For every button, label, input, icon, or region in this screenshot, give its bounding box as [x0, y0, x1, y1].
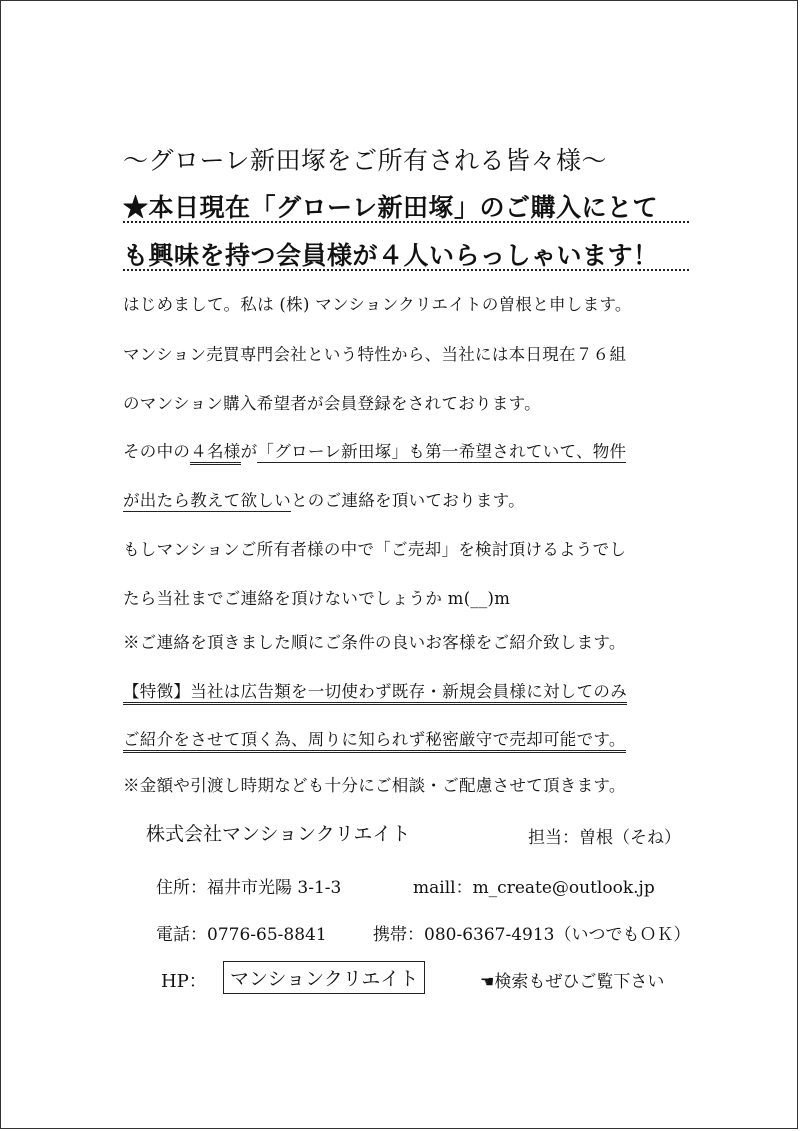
feature-line-2: [123, 726, 626, 750]
search-note-text: 検索もぜひご覧下さい: [494, 972, 665, 992]
address: 住所：福井市光陽 3-1-3: [156, 878, 342, 898]
pointing-hand-icon: ☚: [480, 972, 495, 991]
phone: 電話：0776-65-8841: [156, 925, 327, 945]
hp-search-box: マンションクリエイト: [223, 961, 425, 994]
headline-line-1: ★本日現在「グローレ新田塚」のご購入にとて: [123, 193, 659, 222]
paragraph-line: マンション売買専門会社という特性から、当社には本日現在７６組: [123, 345, 627, 364]
highlight-request: が出たら教えて欲しい: [123, 491, 291, 510]
hp-label: HP：: [161, 971, 207, 992]
note-line: ※金額や引渡し時期なども十分にご相談・ご配慮させて頂きます。: [123, 776, 626, 795]
text-fragment: とのご連絡を頂いております。: [291, 491, 525, 510]
company-name: 株式会社マンションクリエイト: [146, 823, 411, 845]
intro-paragraph: はじめまして。私は (株) マンションクリエイトの曽根と申します。: [123, 295, 632, 314]
headline-line-2: も興味を持つ会員様が４人いらっしゃいます！: [123, 241, 659, 270]
highlight-four-members: ４名様: [190, 442, 240, 465]
mobile-phone: 携帯：080-6367-4913（いつでもＯＫ）: [373, 925, 691, 945]
headline-underline-1: [123, 221, 689, 223]
feature-line-1: [123, 678, 627, 702]
email: maill：m_create@outlook.jp: [413, 878, 655, 898]
paragraph-line: もしマンションご所有者様の中で「ご売却」を検討頂けるようでし: [123, 540, 627, 559]
paragraph-line: [123, 438, 626, 462]
greeting-heading: ～グローレ新田塚をご所有される皆々様～: [123, 146, 608, 175]
feature-text: 【特徴】当社は広告類を一切使わず既存・新規会員様に対してのみ: [123, 682, 627, 705]
search-note: [480, 967, 664, 992]
paragraph-line: たら当社までご連絡を頂けないでしょうか m(__)m: [123, 589, 511, 608]
text-fragment: が: [240, 442, 258, 461]
highlight-first-choice: 「グローレ新田塚」も第一希望されていて、物件: [257, 442, 627, 461]
note-line: ※ご連絡を頂きました順にご条件の良いお客様をご紹介致します。: [123, 633, 626, 652]
text-fragment: その中の: [123, 442, 191, 461]
paragraph-line: のマンション購入希望者が会員登録をされております。: [123, 394, 541, 413]
headline-underline-2: [123, 269, 689, 271]
paragraph-line: [123, 487, 525, 511]
feature-text: ご紹介をさせて頂く為、周りに知られず秘密厳守で売却可能です。: [123, 730, 626, 753]
contact-person: 担当：曽根（そね）: [528, 828, 681, 848]
